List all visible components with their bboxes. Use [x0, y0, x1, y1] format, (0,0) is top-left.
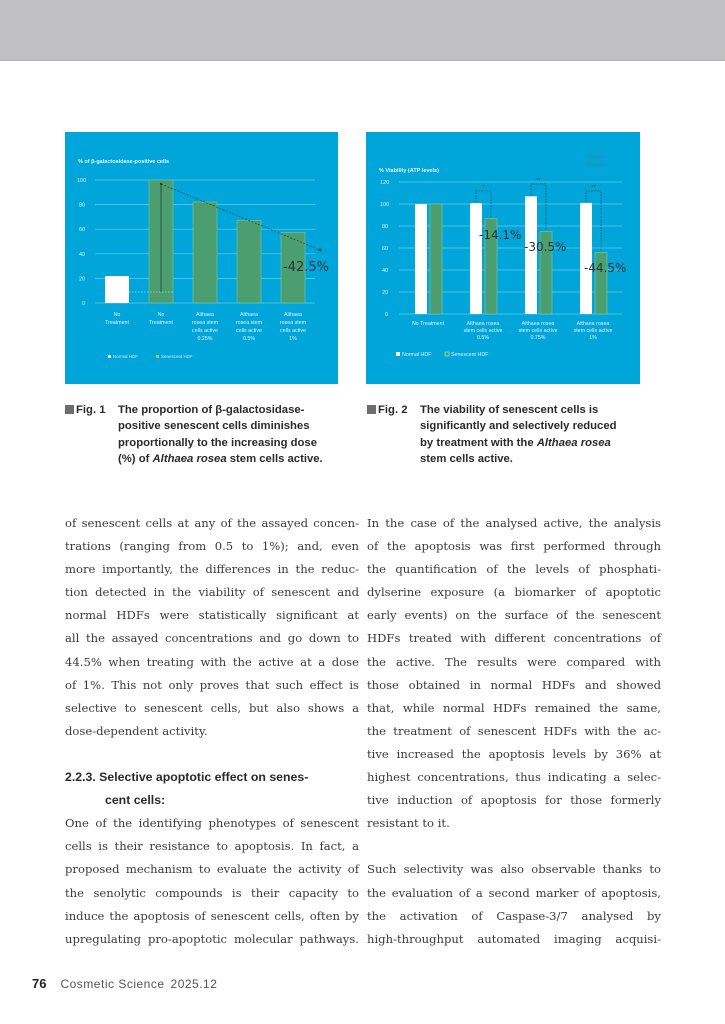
svg-text:rosea stem: rosea stem [191, 320, 219, 326]
figure-2-caption [367, 402, 657, 467]
svg-text:Treatment: Treatment [105, 320, 129, 326]
svg-text:60: 60 [79, 227, 86, 234]
bar-normal-no-treatment [415, 204, 427, 314]
svg-text:0.5%: 0.5% [242, 336, 256, 342]
svg-text:120: 120 [380, 180, 390, 186]
paragraph: Such selectivity was also observable thanks to the evaluation of a second marker of apoptosis, the activation of Caspase-3/7 analysed by high-throughput automated imaging acquisi- [367, 862, 661, 946]
figure-2-tag: Fig. 2 [367, 402, 408, 418]
paragraph: In the case of the analysed active, the analysis of the apoptosis was first performed through the quantification of the levels of phosphati- dylserine exposure (a biomarker of apoptotic early events) on the surface of the senescent HDFs treated with different concentrations of the active. The results were compared with those obtained in normal HDFs and showed that, while normal HDFs remained the same, the treatment of senescent HDFs with the ac- tive increased the apoptosis levels by 36% at highest concentrations, thus indicating a selec- tive induction of apoptosis for those formerly resistant to it. [367, 516, 661, 831]
svg-text:60: 60 [382, 246, 389, 252]
chart-1-bars [105, 180, 305, 303]
svg-text:Senescent HDF: Senescent HDF [451, 352, 489, 358]
caption-line: proportionally to the increasing dose [118, 436, 317, 449]
svg-text:cells active: cells active [236, 328, 262, 334]
svg-text:No Treatment: No Treatment [411, 321, 445, 327]
figure-2-chart [366, 132, 640, 384]
svg-text:Althaea: Althaea [240, 312, 258, 318]
chart-2-bars [415, 196, 607, 314]
page-number: 76 [32, 976, 47, 991]
svg-text:*: * [482, 185, 485, 191]
svg-text:**: ** [536, 178, 541, 184]
bar-senescent-no-treatment [430, 204, 442, 314]
chart-1-legend [108, 354, 193, 359]
chart-2-sig-stars [483, 178, 596, 191]
svg-text:Althaea: Althaea [284, 312, 302, 318]
caption-line: by treatment with the Althaea rosea [420, 436, 611, 449]
svg-text:rosea stem: rosea stem [235, 320, 263, 326]
svg-text:0: 0 [385, 312, 389, 318]
chart-1-svg [65, 132, 338, 384]
bar-normal-no-treatment [105, 276, 129, 303]
svg-text:Althaea rosea: Althaea rosea [521, 321, 555, 327]
svg-text:stem cells active: stem cells active [463, 328, 503, 334]
svg-text:-14.1%: -14.1% [479, 228, 522, 242]
caption-line: stem cells active. [420, 452, 513, 465]
caption-square-icon [367, 405, 376, 414]
svg-text:20: 20 [382, 290, 389, 296]
caption-line: significantly and selectively reduced [420, 420, 617, 433]
chart-2-sig-note-2: **p<0.01 [585, 163, 604, 168]
svg-text:No: No [157, 312, 165, 318]
svg-text:Treatment: Treatment [149, 320, 173, 326]
chart-1-reduction-label: -42.5% [283, 260, 329, 275]
chart-2-y-label: % Viability (ATP levels) [379, 168, 439, 174]
svg-text:-30.5%: -30.5% [524, 240, 567, 254]
caption-line: The viability of senescent cells is [420, 404, 599, 416]
chart-2-sig-note-1: *p<0.05 [587, 155, 604, 160]
caption-line: The proportion of β-galactosidase- [118, 404, 305, 416]
svg-text:20: 20 [79, 276, 86, 283]
caption-line: (%) of Althaea rosea stem cells active. [118, 452, 323, 465]
figure-1-tag: Fig. 1 [65, 402, 106, 418]
journal-issue: 2025.12 [170, 977, 218, 991]
figure-1-caption [65, 402, 355, 467]
svg-text:Normal HDF: Normal HDF [113, 354, 139, 359]
svg-text:40: 40 [382, 268, 389, 274]
chart-1-x-labels [105, 312, 307, 342]
legend-swatch-normal [396, 352, 400, 356]
chart-2-x-labels [412, 321, 613, 341]
svg-text:**: ** [591, 185, 596, 191]
right-column [367, 512, 661, 951]
svg-text:80: 80 [79, 202, 86, 209]
svg-text:Normal HDF: Normal HDF [402, 352, 432, 358]
chart-1-y-ticks [77, 178, 86, 307]
left-column [65, 512, 359, 951]
svg-text:1%: 1% [589, 335, 597, 341]
section-heading: 2.2.3. Selective apoptotic effect on senes- cent cells: [65, 770, 309, 808]
svg-text:1%: 1% [289, 336, 297, 342]
paragraph: One of the identifying phenotypes of senescent cells is their resistance to apoptosis. In fact, a proposed mechanism to evaluate the activity of the senolytic compounds is their capacity to induce the apoptosis of senescent cells, often by upregulating pro-apoptotic molecular pathways. [65, 816, 359, 946]
journal-name: Cosmetic Science [60, 977, 165, 991]
svg-text:0.25%: 0.25% [197, 336, 213, 342]
bar-normal-05 [470, 203, 482, 314]
caption-line: positive senescent cells diminishes [118, 420, 310, 433]
svg-text:stem cells active: stem cells active [573, 328, 613, 334]
svg-text:stem cells active: stem cells active [518, 328, 558, 334]
svg-text:40: 40 [79, 251, 86, 258]
svg-text:Althaea rosea: Althaea rosea [576, 321, 610, 327]
bar-normal-075 [525, 196, 537, 314]
svg-text:cells active: cells active [280, 328, 306, 334]
svg-text:0.5%: 0.5% [476, 335, 490, 341]
svg-text:Althaea: Althaea [196, 312, 214, 318]
caption-square-icon [65, 405, 74, 414]
svg-text:0: 0 [82, 301, 86, 307]
page-footer [32, 976, 217, 991]
svg-text:-44.5%: -44.5% [584, 261, 627, 275]
figure-1-chart [65, 132, 338, 384]
svg-text:80: 80 [382, 224, 389, 230]
svg-text:cells active: cells active [192, 328, 218, 334]
svg-text:0.75%: 0.75% [530, 335, 546, 341]
bar-normal-1 [580, 203, 592, 314]
chart-1-y-label: % of β-galactosidase-positive cells [78, 159, 170, 165]
bar-senescent-025 [193, 202, 217, 303]
svg-text:No: No [113, 312, 121, 318]
legend-swatch-senescent [445, 352, 449, 356]
svg-text:Senescent HDF: Senescent HDF [161, 354, 193, 359]
chart-2-reduction-labels [479, 228, 626, 275]
header-band [0, 0, 725, 61]
bar-senescent-05 [237, 221, 261, 304]
legend-swatch-senescent [156, 355, 159, 358]
paragraph: of senescent cells at any of the assayed concen- trations (ranging from 0.5 to 1%); and, even more importantly, the differences in the reduc- tion detected in the viability of senescent and normal HDFs were statistically significant at all the assayed concentrations and go down to 44.5% when treating with the active at a dose of 1%. This not only proves that such effect is selective to senescent cells, but also shows a dose-dependent activity. [65, 516, 359, 738]
chart-2-y-ticks [380, 180, 389, 318]
legend-swatch-normal [108, 355, 111, 358]
svg-text:100: 100 [380, 202, 390, 208]
svg-text:rosea stem: rosea stem [279, 320, 307, 326]
svg-text:100: 100 [77, 178, 87, 184]
chart-2-svg [366, 132, 640, 384]
svg-text:Althaea rosea: Althaea rosea [466, 321, 500, 327]
chart-2-legend [396, 352, 489, 358]
